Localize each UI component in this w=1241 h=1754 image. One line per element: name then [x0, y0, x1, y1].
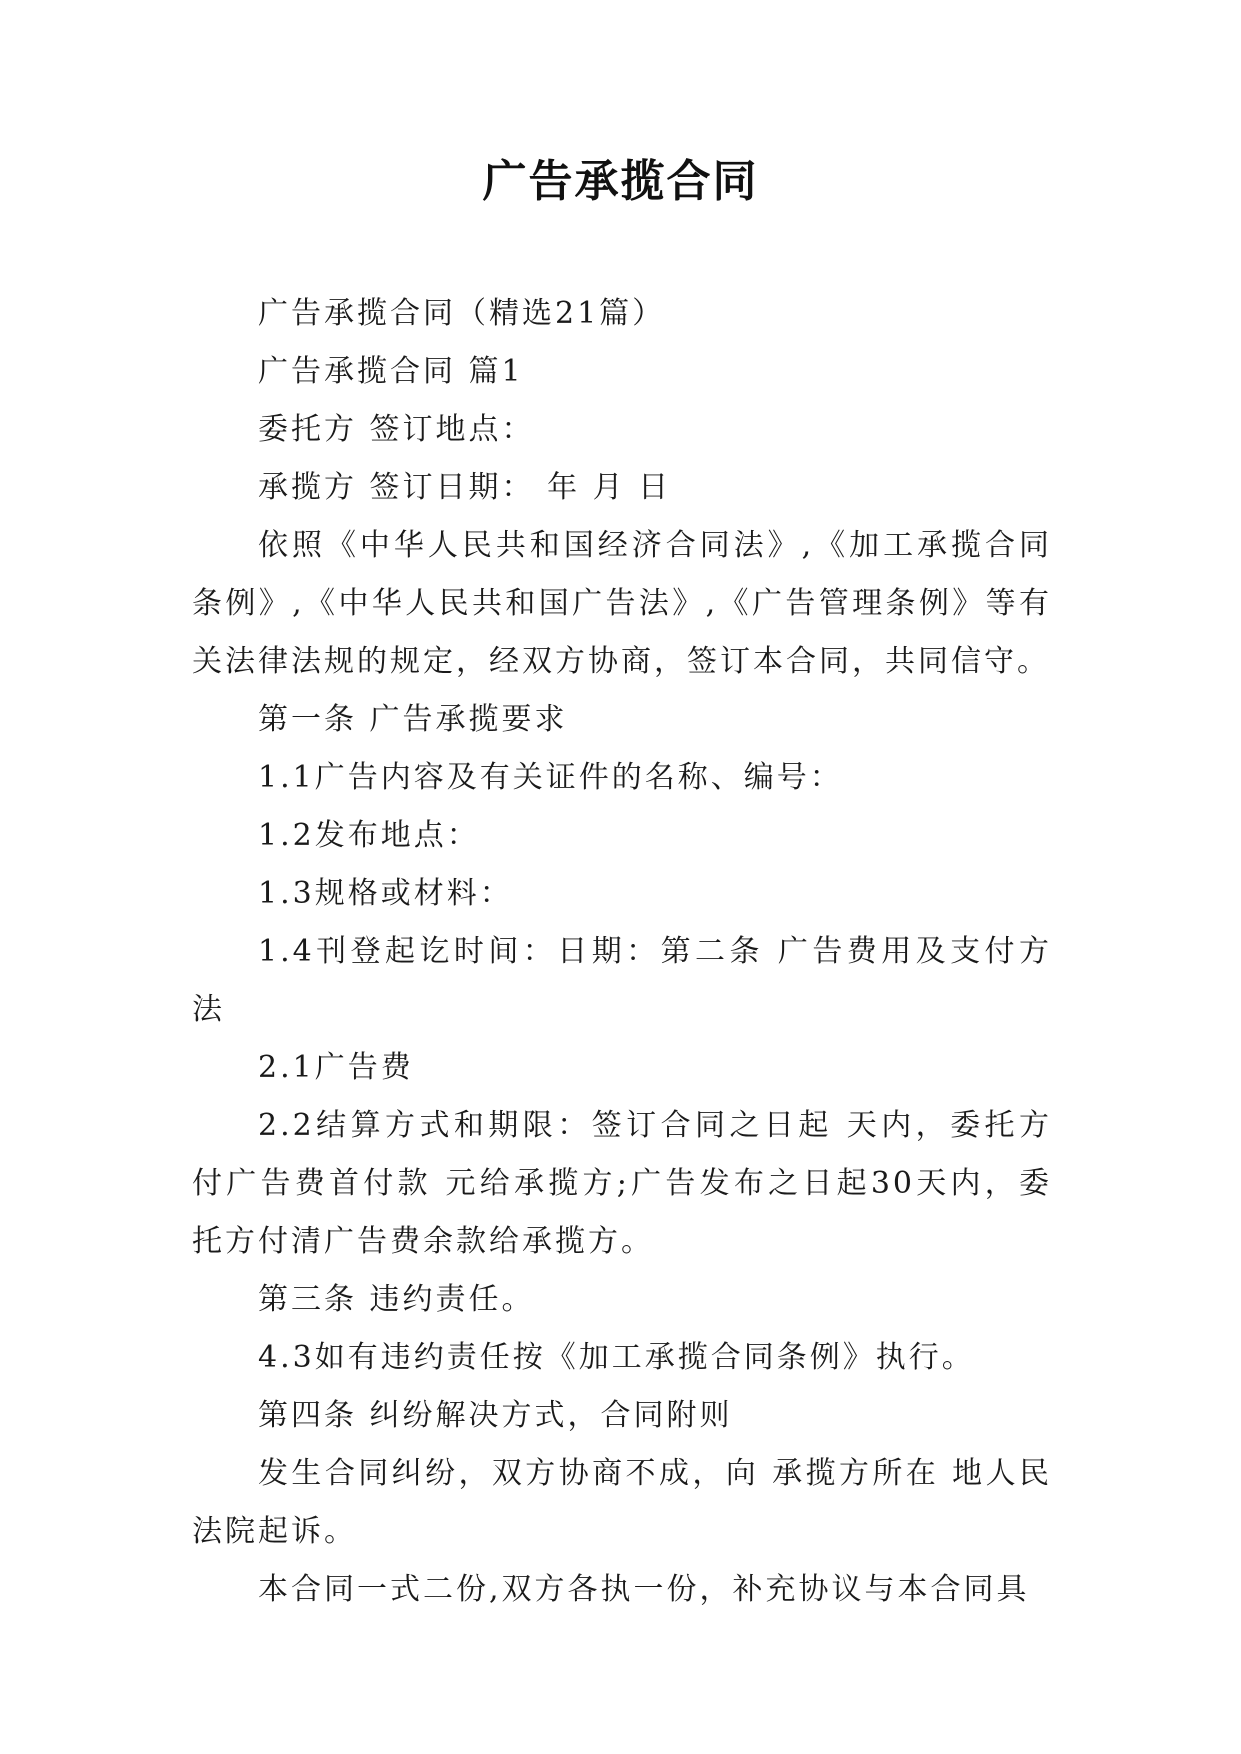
paragraph-clause-4-3: 4.3如有违约责任按《加工承揽合同条例》执行。	[258, 1340, 975, 1375]
paragraph-section-heading: 广告承揽合同 篇1	[258, 354, 524, 389]
paragraph-copies: 本合同一式二份,双方各执一份，补充协议与本合同具	[258, 1572, 1030, 1607]
paragraph-subtitle: 广告承揽合同（精选21篇）	[258, 296, 666, 331]
paragraph-clause-1-3: 1.3规格或材料：	[258, 876, 513, 911]
paragraph-preamble: 依照《中华人民共和国经济合同法》,《加工承揽合同条例》,《中华人民共和国广告法》,《广告管理条例》等有关法律法规的规定，经双方协商，签订本合同，共同信守。	[192, 528, 1052, 679]
paragraph-clause-1-1: 1.1广告内容及有关证件的名称、编号：	[258, 760, 843, 795]
paragraph-party-contractor: 承揽方 签订日期： 年 月 日	[258, 470, 672, 505]
paragraph-clause-1-4: 1.4刊登起讫时间：日期：第二条 广告费用及支付方法	[192, 934, 1052, 1027]
paragraph-dispute: 发生合同纠纷，双方协商不成，向 承揽方所在 地人民法院起诉。	[192, 1456, 1052, 1549]
paragraph-party-client: 委托方 签订地点：	[258, 412, 535, 447]
paragraph-clause-2-2: 2.2结算方式和期限：签订合同之日起 天内，委托方付广告费首付款 元给承揽方;广告发布之日起30天内，委托方付清广告费余款给承揽方。	[192, 1108, 1052, 1259]
paragraph-article-1: 第一条 广告承揽要求	[258, 702, 568, 737]
paragraph-article-4: 第四条 纠纷解决方式，合同附则	[258, 1398, 733, 1433]
document-title: 广告承揽合同	[482, 156, 759, 207]
paragraph-clause-1-2: 1.2发布地点：	[258, 818, 480, 853]
paragraph-clause-2-1: 2.1广告费	[258, 1050, 414, 1085]
document-body	[192, 285, 1052, 1619]
paragraph-article-3: 第三条 违约责任。	[258, 1282, 535, 1317]
